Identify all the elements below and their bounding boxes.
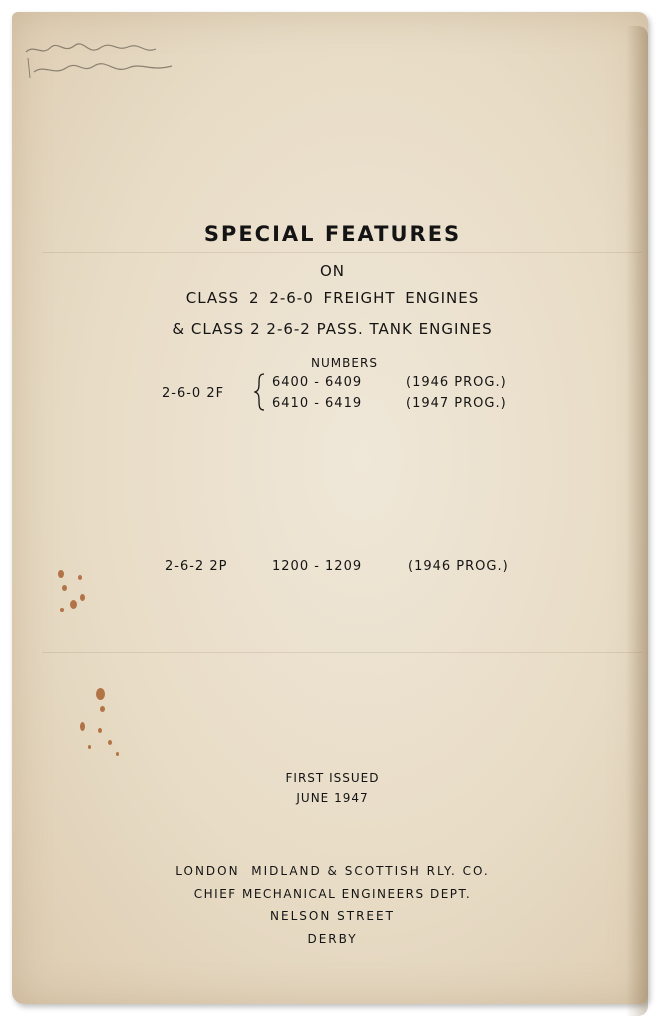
fold-line — [42, 652, 642, 653]
pencil-annotation — [24, 38, 194, 98]
document-title: SPECIAL FEATURES — [203, 222, 462, 246]
class-2f-label: 2-6-0 2F — [162, 386, 225, 401]
subtitle-line-2: & CLASS 2 2-6-2 PASS. TANK ENGINES — [172, 320, 493, 338]
fold-line — [42, 252, 642, 253]
footer-city: DERBY — [307, 932, 358, 946]
footer-department: CHIEF MECHANICAL ENGINEERS DEPT. — [193, 887, 472, 901]
programme-label: (1946 PROG.) — [406, 375, 507, 390]
curly-brace-icon — [254, 372, 266, 412]
programme-label: (1946 PROG.) — [408, 559, 509, 574]
document-page — [12, 12, 648, 1004]
number-range-row: 1200 - 1209 — [272, 559, 363, 574]
first-issued-label: FIRST ISSUED — [285, 771, 380, 785]
on-label: ON — [319, 262, 346, 280]
footer-company: LONDON MIDLAND & SCOTTISH RLY. CO. — [175, 864, 490, 878]
numbers-heading: NUMBERS — [311, 356, 378, 370]
number-range-row: 6400 - 6409 — [272, 375, 363, 390]
subtitle-line-1: CLASS 2 2-6-0 FREIGHT ENGINES — [185, 289, 480, 307]
issue-date: JUNE 1947 — [296, 791, 369, 805]
programme-label: (1947 PROG.) — [406, 396, 507, 411]
footer-street: NELSON STREET — [270, 909, 395, 923]
number-range-row: 6410 - 6419 — [272, 396, 363, 411]
class-2p-label: 2-6-2 2P — [165, 559, 228, 574]
